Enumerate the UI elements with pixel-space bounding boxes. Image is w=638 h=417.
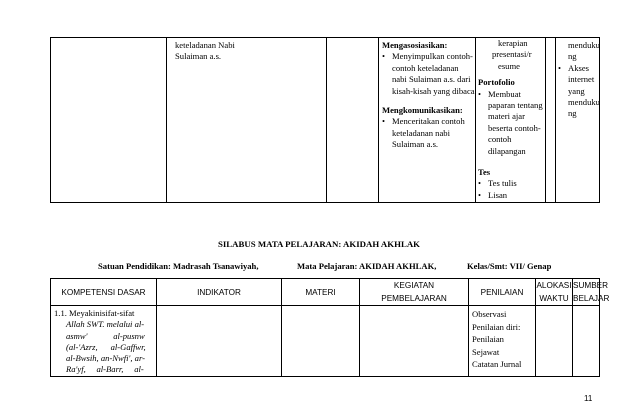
header-alokasi-line-2: WAKTU bbox=[539, 294, 569, 303]
kegiatan-text: keteladanan nabi bbox=[392, 127, 450, 138]
kegiatan-text: • Menceritakan contoh bbox=[392, 116, 465, 127]
cell-kd bbox=[51, 38, 167, 203]
row1-penilaian bbox=[469, 306, 536, 377]
cell-alokasi bbox=[546, 38, 556, 203]
sumber-text: internet bbox=[568, 74, 595, 85]
penilaian-item: Penilaian diri: bbox=[472, 321, 521, 332]
portofolio-text: paparan tentang bbox=[488, 100, 543, 111]
penilaian-item: Catatan Jurnal bbox=[472, 359, 522, 370]
row1-kd bbox=[51, 306, 157, 377]
row1-sumber bbox=[573, 306, 600, 377]
header-sumber-line-2: BELAJAR bbox=[573, 294, 610, 303]
bullet-menceritakan bbox=[382, 116, 475, 150]
header-materi: MATERI bbox=[282, 279, 360, 306]
heading-tes: Tes bbox=[478, 167, 491, 178]
header-penilaian: PENILAIAN bbox=[469, 279, 536, 306]
cell-penilaian bbox=[476, 38, 546, 203]
sumber-text: ng bbox=[568, 108, 577, 119]
bullet-tes-tulis: • Tes tulis bbox=[478, 178, 545, 189]
header-kegiatan-line-2: PEMBELAJARAN bbox=[381, 294, 447, 303]
sumber-text: menduku bbox=[568, 97, 600, 108]
bullet-lisan: • Lisan bbox=[478, 190, 545, 201]
kegiatan-text: kisah-kisah yang dibaca bbox=[392, 85, 475, 96]
kd-line: Ra'yf, al-Barr, al- bbox=[66, 364, 144, 375]
bullet-akses-internet bbox=[558, 63, 599, 120]
header-alokasi-waktu bbox=[536, 279, 573, 306]
sumber-cont-2: ng bbox=[568, 51, 577, 62]
penilaian-item: Penilaian bbox=[472, 334, 504, 345]
sumber-text: yang bbox=[568, 85, 585, 96]
kelas-semester: Kelas/Smt: VII/ Genap bbox=[467, 261, 552, 271]
syllabus-title: SILABUS MATA PELAJARAN: AKIDAH AKHLAK bbox=[217, 239, 421, 249]
header-sumber-belajar bbox=[573, 279, 610, 306]
heading-mengkomunikasikan: Mengkomunikasikan: bbox=[382, 105, 463, 116]
indikator-line-2: Sulaiman a.s. bbox=[175, 51, 222, 62]
heading-portofolio: Portofolio bbox=[478, 77, 515, 88]
portofolio-text: dilapangan bbox=[488, 145, 526, 156]
penilaian-item: Sejawat bbox=[472, 346, 500, 357]
mata-pelajaran: Mata Pelajaran: AKIDAH AKHLAK, bbox=[297, 261, 437, 271]
portofolio-text: materi ajar bbox=[488, 111, 525, 122]
header-sumber-line-1: SUMBER bbox=[573, 281, 609, 290]
bullet-membuat bbox=[478, 89, 545, 157]
syllabus-table bbox=[50, 278, 610, 377]
page-number: 11 bbox=[584, 394, 593, 403]
cell-materi bbox=[327, 38, 379, 203]
penilaian-cont-1: kerapian bbox=[498, 38, 528, 48]
row1-materi bbox=[282, 306, 360, 377]
sumber-cont-1: menduku bbox=[568, 40, 600, 50]
row1-indikator bbox=[157, 306, 282, 377]
row1-kegiatan bbox=[360, 306, 469, 377]
kd-line: asmw' al-pusnw bbox=[66, 330, 145, 341]
row1-alokasi bbox=[536, 306, 573, 377]
kegiatan-text: Sulaiman a.s. bbox=[392, 139, 439, 150]
kegiatan-text: • Menyimpulkan contoh- bbox=[392, 51, 473, 62]
sumber-text: • Akses bbox=[568, 62, 590, 73]
kd-line: al-Bwsih, an-Nwfi', ar- bbox=[66, 353, 146, 364]
heading-mengasosiasikan: Mengasosiasikan: bbox=[382, 40, 448, 50]
cell-sumber bbox=[556, 38, 600, 203]
penilaian-cont-3: esume bbox=[498, 60, 520, 71]
portofolio-text: beserta contoh- bbox=[488, 122, 541, 133]
kd-line: (al-'Azrz, al-Gaffwr, bbox=[66, 341, 146, 352]
indikator-line-1: keteladanan Nabi bbox=[175, 40, 235, 50]
penilaian-item: Observasi bbox=[472, 309, 507, 319]
kd-line: Allah SWT. melalui al- bbox=[66, 319, 145, 330]
kegiatan-text: contoh keteladanan bbox=[392, 62, 459, 73]
cell-kegiatan bbox=[379, 38, 476, 203]
penilaian-cont-2: presentasi/r bbox=[492, 49, 532, 60]
header-kegiatan-line-1: KEGIATAN bbox=[393, 281, 435, 290]
portofolio-text: • Membuat bbox=[488, 88, 521, 99]
portofolio-text: contoh bbox=[488, 134, 512, 145]
satuan-pendidikan: Satuan Pendidikan: Madrasah Tsanawiyah, bbox=[98, 261, 259, 271]
continuation-table bbox=[50, 37, 600, 203]
header-kompetensi-dasar: KOMPETENSI DASAR bbox=[51, 279, 157, 306]
kd-line: 1.1. Meyakinisifat-sifat bbox=[54, 308, 135, 318]
cell-indikator bbox=[167, 38, 327, 203]
header-alokasi-line-1: ALOKASI bbox=[536, 281, 572, 290]
header-indikator: INDIKATOR bbox=[157, 279, 282, 306]
header-kegiatan-pembelajaran bbox=[360, 279, 469, 306]
kegiatan-text: nabi Sulaiman a.s. dari bbox=[392, 74, 471, 85]
bullet-menyimpulkan bbox=[382, 51, 475, 97]
